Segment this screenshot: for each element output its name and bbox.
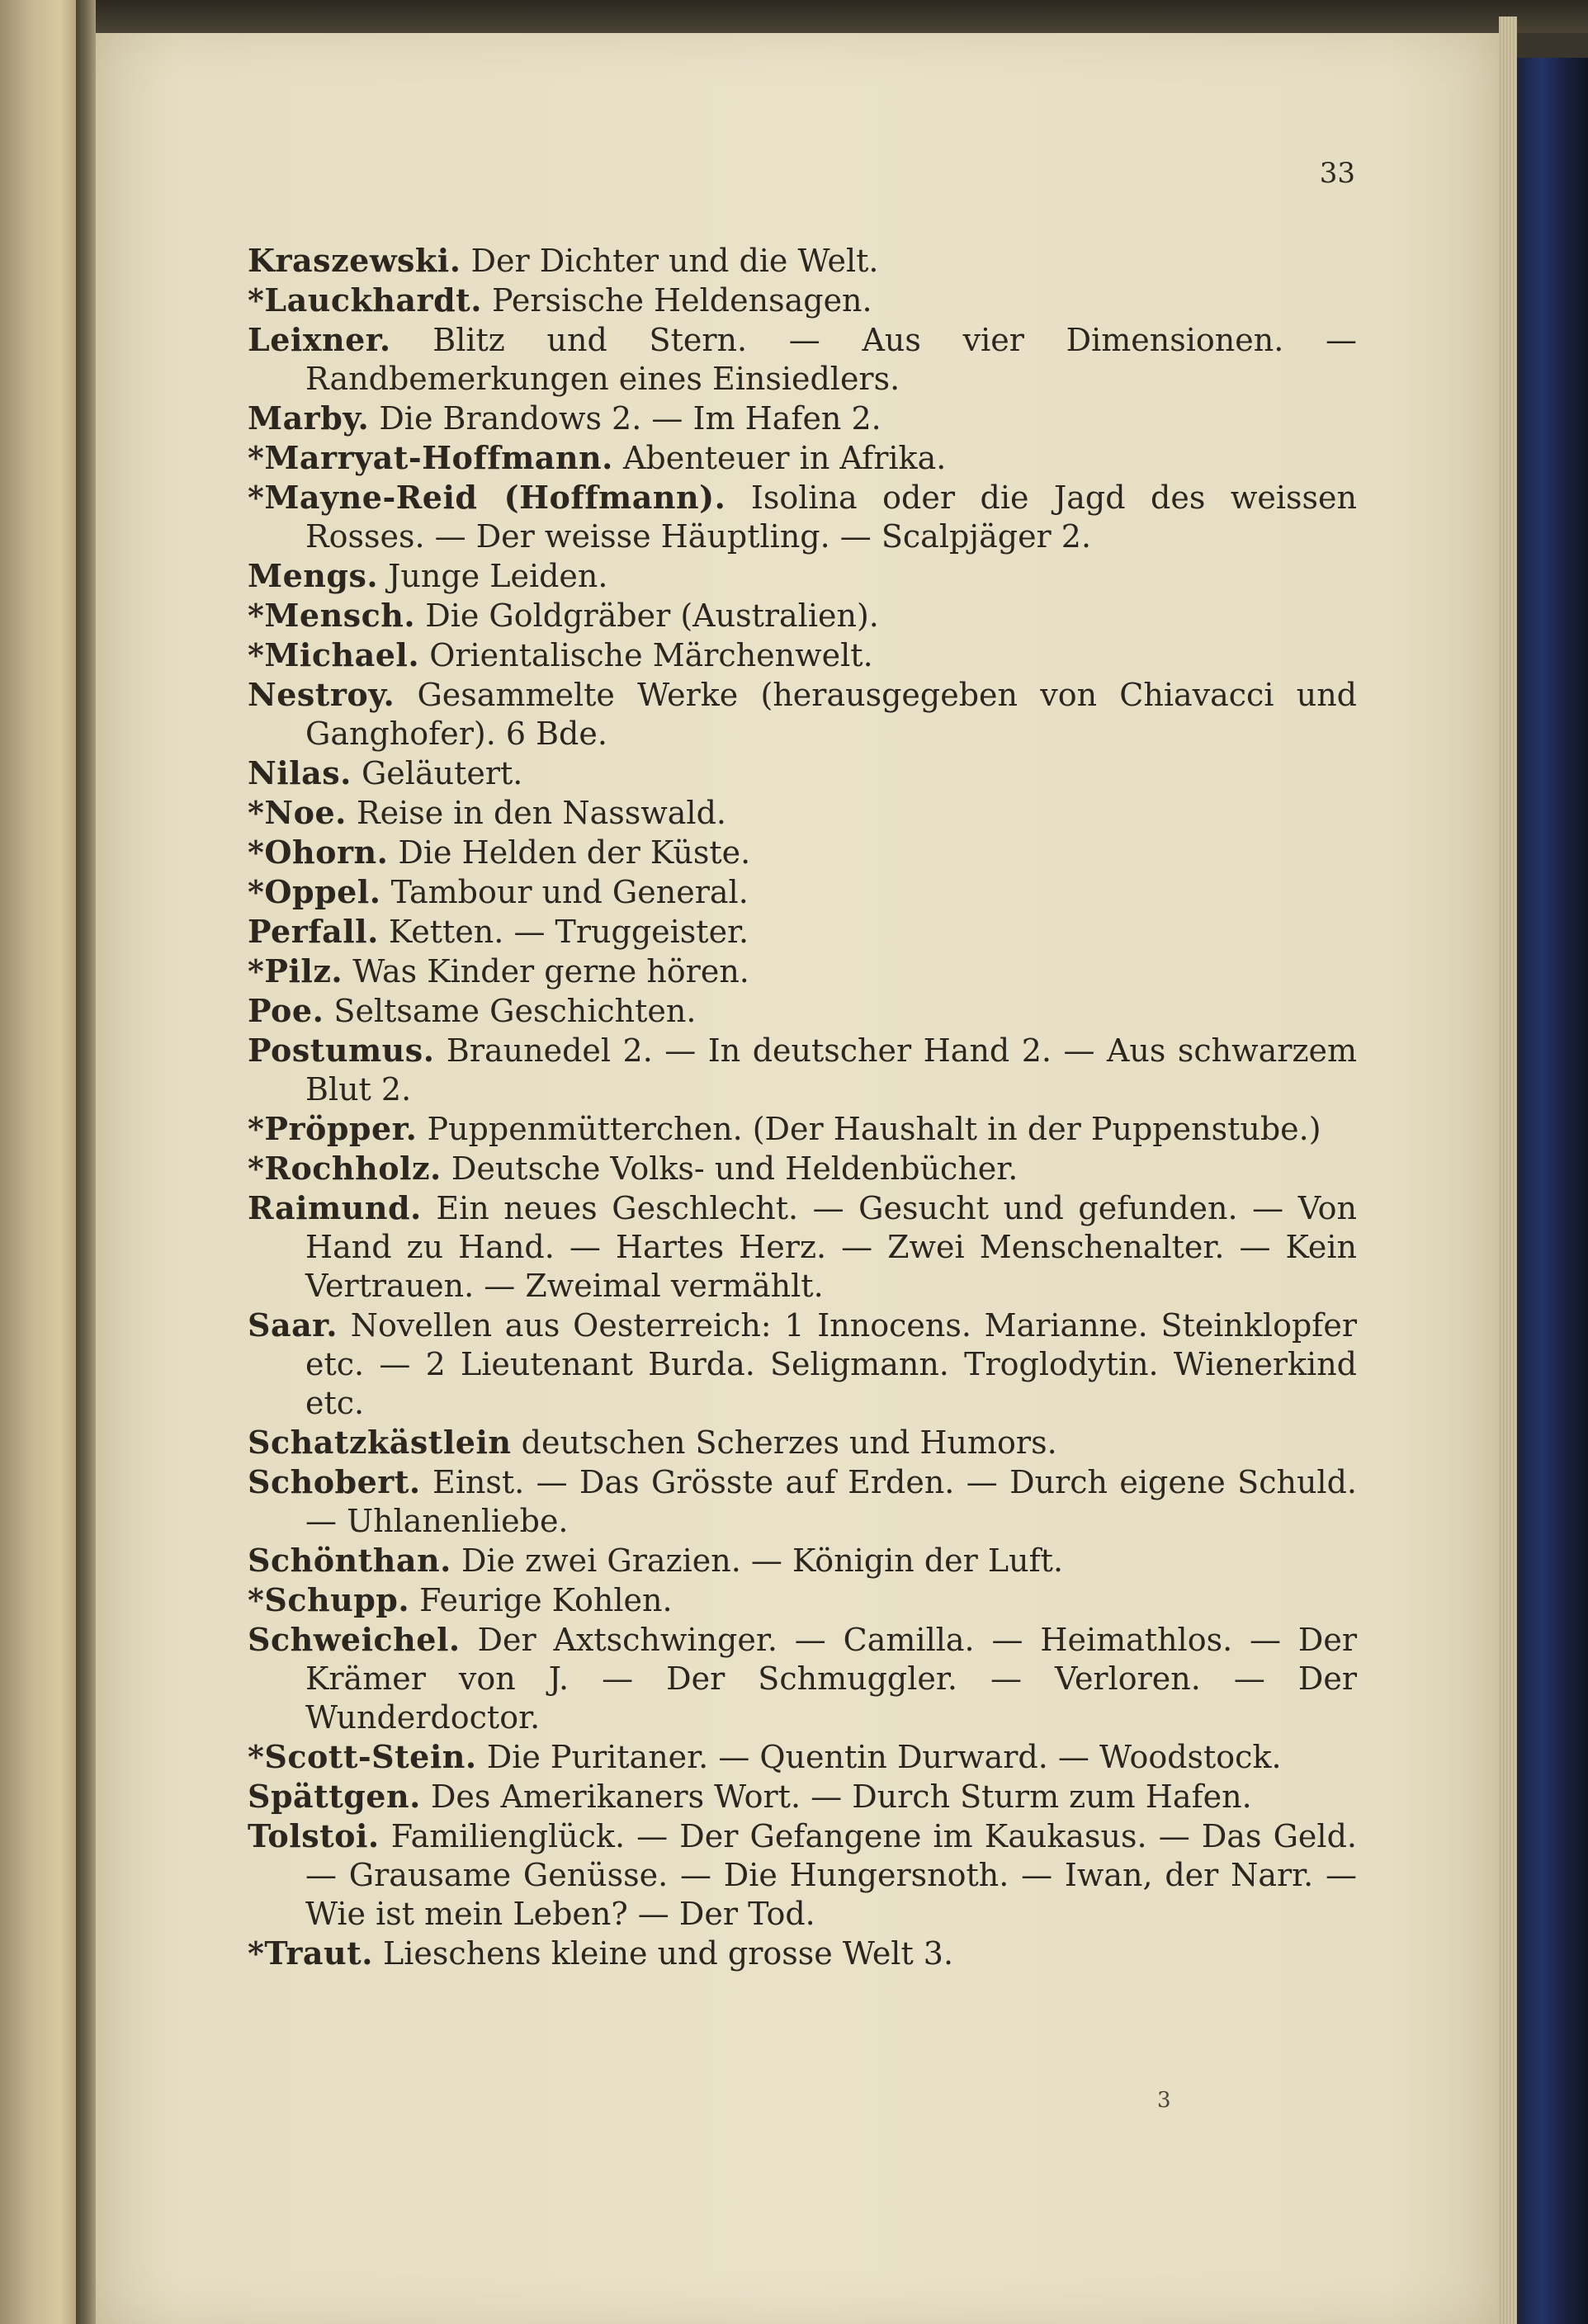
entry-titles: Puppenmütterchen. (Der Haushalt in der Puppenstube.) bbox=[427, 1111, 1321, 1147]
catalog-entry bbox=[248, 281, 1357, 320]
author-name: Saar. bbox=[248, 1306, 338, 1344]
catalog-entry bbox=[248, 320, 1357, 399]
entry-titles: Seltsame Geschichten. bbox=[333, 993, 697, 1029]
entry-titles: Lieschens kleine und grosse Welt 3. bbox=[383, 1935, 954, 1972]
author-name: *Mayne-Reid (Hoffmann). bbox=[248, 479, 726, 516]
catalog-entry bbox=[248, 1188, 1357, 1306]
catalog-entry bbox=[248, 991, 1357, 1031]
author-name: *Pilz. bbox=[248, 952, 343, 990]
entry-titles: Geläutert. bbox=[361, 755, 523, 791]
author-name: *Oppel. bbox=[248, 873, 381, 910]
catalog-entry bbox=[248, 1737, 1357, 1777]
entry-titles: Deutsche Volks- und Heldenbücher. bbox=[451, 1150, 1018, 1187]
author-name: *Scott-Stein. bbox=[248, 1738, 477, 1775]
catalog-entry bbox=[248, 478, 1357, 556]
author-name: Nestroy. bbox=[248, 676, 395, 713]
author-name: *Noe. bbox=[248, 794, 347, 831]
author-name: Postumus. bbox=[248, 1032, 435, 1069]
catalog-entry bbox=[248, 1109, 1357, 1149]
entry-titles: Des Amerikaners Wort. — Durch Sturm zum Hafen. bbox=[430, 1778, 1252, 1815]
page-edges bbox=[1499, 17, 1517, 2324]
entry-titles: Reise in den Nasswald. bbox=[356, 795, 726, 831]
catalog-entry-list bbox=[248, 241, 1357, 1973]
entry-titles: deutschen Scherzes und Humors. bbox=[521, 1424, 1057, 1461]
catalog-entry bbox=[248, 872, 1357, 912]
entry-titles: Der Axtschwinger. — Camilla. — Heimathlos. — Der Krämer von J. — Der Schmuggler. — Verloren. — Der Wunderdoctor. bbox=[305, 1622, 1357, 1736]
entry-titles: Braunedel 2. — In deutscher Hand 2. — Aus schwarzem Blut 2. bbox=[305, 1032, 1357, 1108]
entry-titles: Der Dichter und die Welt. bbox=[470, 243, 879, 279]
entry-titles: Tambour und General. bbox=[390, 874, 749, 910]
author-name: *Traut. bbox=[248, 1934, 373, 1972]
author-name: *Rochholz. bbox=[248, 1150, 442, 1187]
entry-titles: Gesammelte Werke (herausgegeben von Chiavacci und Ganghofer). 6 Bde. bbox=[305, 677, 1357, 752]
catalog-entry bbox=[248, 1306, 1357, 1423]
entry-titles: Die Puritaner. — Quentin Durward. — Woodstock. bbox=[486, 1739, 1282, 1775]
author-name: Nilas. bbox=[248, 754, 352, 791]
catalog-entry bbox=[248, 438, 1357, 478]
catalog-entry bbox=[248, 399, 1357, 438]
entry-titles: Feurige Kohlen. bbox=[419, 1582, 673, 1618]
author-name: *Michael. bbox=[248, 636, 420, 673]
author-name: Perfall. bbox=[248, 913, 379, 950]
catalog-entry bbox=[248, 1149, 1357, 1188]
author-name: Tolstoi. bbox=[248, 1817, 380, 1854]
entry-titles: Die Helden der Küste. bbox=[398, 834, 751, 871]
author-name: Leixner. bbox=[248, 321, 391, 358]
entry-titles: Novellen aus Oesterreich: 1 Innocens. Marianne. Steinklopfer etc. — 2 Lieutenant Burda. Seligmann. Troglodytin. Wienerkind etc. bbox=[305, 1307, 1357, 1421]
author-name: *Schupp. bbox=[248, 1581, 410, 1618]
author-name: Schobert. bbox=[248, 1463, 421, 1500]
catalog-entry bbox=[248, 675, 1357, 753]
scan-background bbox=[0, 0, 1588, 33]
entry-titles: Isolina oder die Jagd des weissen Rosses. — Der weisse Häuptling. — Scalpjäger 2. bbox=[305, 479, 1357, 555]
catalog-entry bbox=[248, 912, 1357, 952]
page-number: 33 bbox=[1319, 157, 1355, 190]
entry-titles: Die Brandows 2. — Im Hafen 2. bbox=[379, 400, 881, 437]
entry-titles: Orientalische Märchenwelt. bbox=[429, 637, 873, 673]
author-name: Schweichel. bbox=[248, 1621, 461, 1658]
catalog-entry bbox=[248, 753, 1357, 793]
entry-titles: Einst. — Das Grösste auf Erden. — Durch eigene Schuld. — Uhlanenliebe. bbox=[305, 1464, 1357, 1539]
catalog-entry bbox=[248, 1541, 1357, 1580]
catalog-entry bbox=[248, 833, 1357, 872]
author-name: Schönthan. bbox=[248, 1542, 451, 1579]
book-gutter bbox=[76, 0, 96, 2324]
entry-titles: Was Kinder gerne hören. bbox=[352, 953, 749, 990]
entry-titles: Ketten. — Truggeister. bbox=[388, 914, 749, 950]
catalog-entry bbox=[248, 556, 1357, 596]
catalog-entry bbox=[248, 596, 1357, 635]
author-name: Mengs. bbox=[248, 557, 379, 594]
catalog-entry bbox=[248, 1423, 1357, 1462]
book-cover-edge bbox=[1517, 58, 1588, 2324]
catalog-entry bbox=[248, 1031, 1357, 1109]
catalog-entry bbox=[248, 241, 1357, 281]
author-name: Poe. bbox=[248, 992, 324, 1029]
entry-titles: Blitz und Stern. — Aus vier Dimensionen. — Randbemerkungen eines Einsiedlers. bbox=[305, 322, 1357, 397]
entry-titles: Junge Leiden. bbox=[388, 558, 608, 594]
catalog-entry bbox=[248, 793, 1357, 833]
entry-titles: Familienglück. — Der Gefangene im Kaukasus. — Das Geld. — Grausame Genüsse. — Die Hungersnoth. — Iwan, der Narr. — Wie ist mein Leben? — Der Tod. bbox=[305, 1818, 1357, 1932]
entry-titles: Abenteuer in Afrika. bbox=[622, 440, 947, 476]
entry-titles: Persische Heldensagen. bbox=[492, 282, 872, 319]
author-name: Kraszewski. bbox=[248, 242, 461, 279]
author-name: Raimund. bbox=[248, 1189, 422, 1226]
facing-page-edge bbox=[0, 0, 76, 2324]
catalog-entry bbox=[248, 1777, 1357, 1816]
author-name: *Lauckhardt. bbox=[248, 281, 482, 319]
catalog-entry bbox=[248, 1620, 1357, 1737]
catalog-entry bbox=[248, 952, 1357, 991]
entry-titles: Die zwei Grazien. — Königin der Luft. bbox=[461, 1542, 1064, 1579]
author-name: Marby. bbox=[248, 399, 370, 437]
catalog-entry bbox=[248, 635, 1357, 675]
catalog-entry bbox=[248, 1816, 1357, 1934]
catalog-entry bbox=[248, 1934, 1357, 1973]
printer-signature-mark: 3 bbox=[1157, 2088, 1171, 2113]
catalog-entry bbox=[248, 1580, 1357, 1620]
author-name: *Ohorn. bbox=[248, 834, 389, 871]
entry-titles: Die Goldgräber (Australien). bbox=[425, 598, 879, 634]
author-name: *Marryat-Hoffmann. bbox=[248, 439, 613, 476]
catalog-entry bbox=[248, 1462, 1357, 1541]
author-name: *Mensch. bbox=[248, 597, 416, 634]
entry-titles: Ein neues Geschlecht. — Gesucht und gefunden. — Von Hand zu Hand. — Hartes Herz. — Zwei Menschenalter. — Kein Vertrauen. — Zweimal vermählt. bbox=[305, 1190, 1357, 1304]
author-name: Schatzkästlein bbox=[248, 1424, 512, 1461]
author-name: *Pröpper. bbox=[248, 1110, 418, 1147]
author-name: Spättgen. bbox=[248, 1778, 421, 1815]
